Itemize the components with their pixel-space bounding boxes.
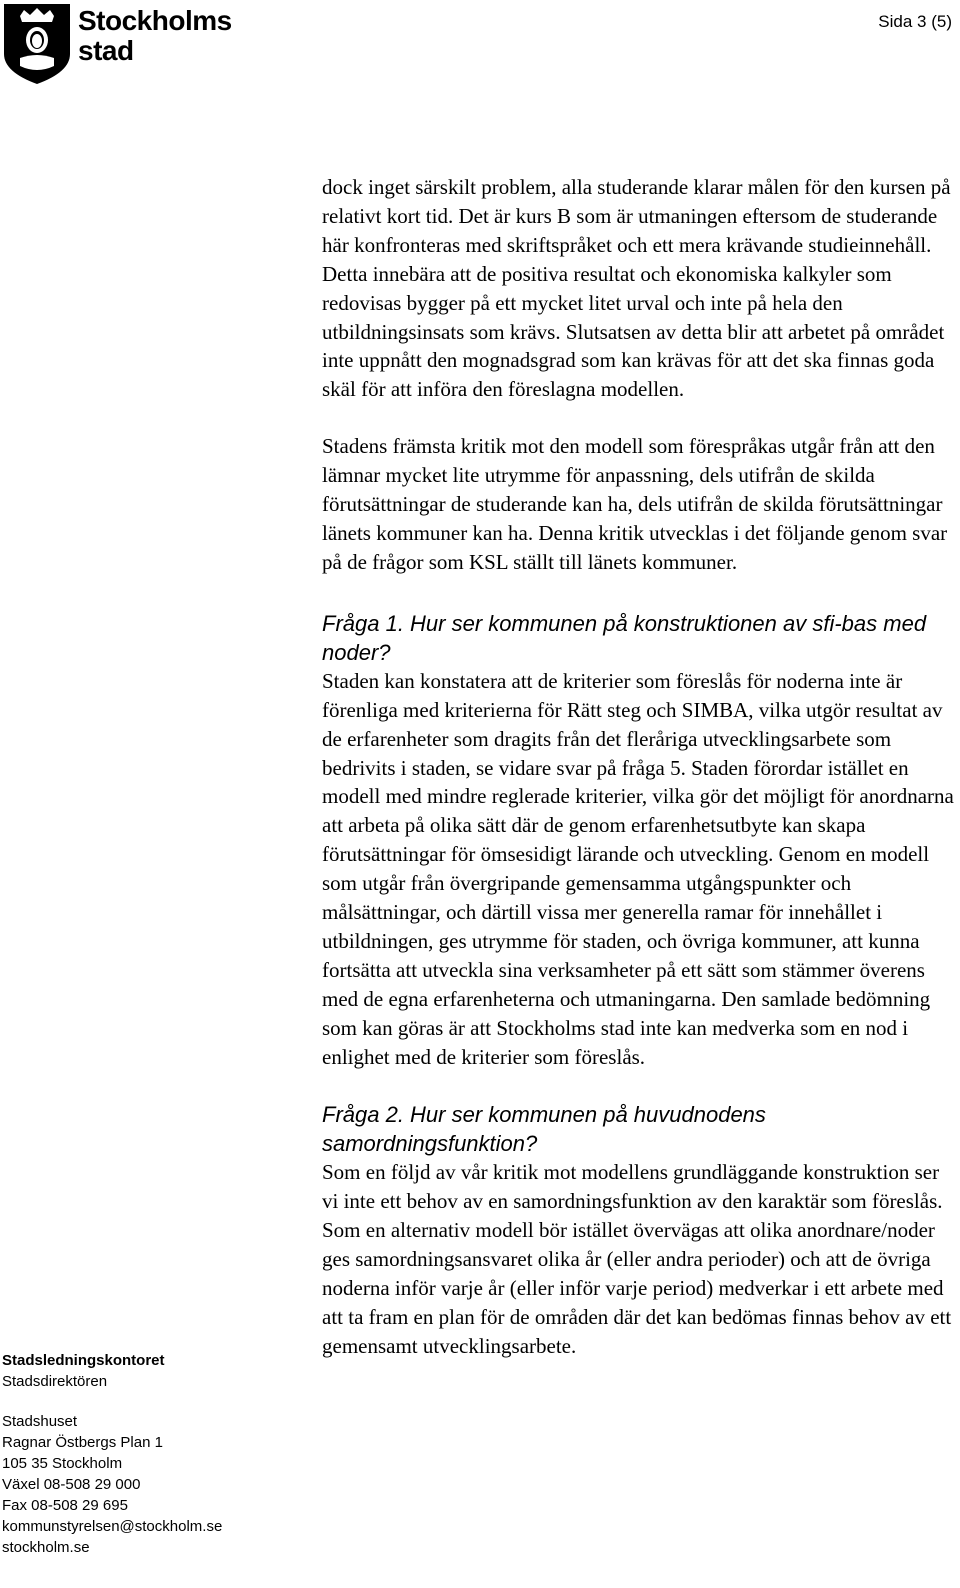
crest-icon	[2, 2, 72, 86]
paragraph-1: dock inget särskilt problem, alla studerande klarar målen för den kursen på relativt kort tid. Det är kurs B som är utmaningen eftersom de studerande här konfronteras med skriftspråket och ett mera krävande studieinnehåll. Detta innebära att de positiva resultat och ekonomiska kalkyler som redovisas bygger på ett mycket litet urval och inte på hela den utbildningsinsats som krävs. Slutsatsen av detta blir att arbetet på området inte uppnått den mognadsgrad som kan krävas för att det ska finnas goda skäl för att införa den föreslagna modellen.	[322, 175, 951, 402]
page-number: Sida 3 (5)	[878, 12, 952, 31]
phone-number: Växel 08-508 29 000	[2, 1476, 141, 1493]
brand-line2: stad	[78, 35, 134, 66]
street-address: Ragnar Östbergs Plan 1	[2, 1434, 163, 1451]
department-name: Stadsdirektören	[2, 1373, 108, 1390]
contact-sidebar	[2, 1350, 302, 1558]
main-content	[322, 173, 956, 1361]
question-2-heading: Fråga 2. Hur ser kommunen på huvudnodens samordningsfunktion?	[322, 1102, 766, 1157]
answer-1: Staden kan konstatera att de kriterier som föreslås för noderna inte är förenliga med kriterierna för Rätt steg och SIMBA, vilka utgör resultat av de erfarenheter som dragits från det fleråriga utvecklingsarbete som bedrivits i staden, se vidare svar på fråga 5. Staden förordar istället en modell med mindre reglerade kriterier, vilka gör det möjligt för anordnarna att arbeta på olika sätt där de genom erfarenhetsutbyte kan skapa förutsättningar för ömsesidigt lärande och utveckling. Genom en modell som utgår från övergripande gemensamma utgångspunkter och målsättningar, och därtill vissa mer generella ramar för innehållet i utbildningen, ges utrymme för staden, och övriga kommuner, att kunna fortsätta att utveckla sina verksamheter på ett sätt som stämmer överens med de egna erfarenheterna och utmaningarna. Den samlade bedömning som kan göras är att Stockholms stad inte kan medverka som en nod i enlighet med de kriterier som föreslås.	[322, 668, 954, 1069]
fax-number: Fax 08-508 29 695	[2, 1497, 128, 1514]
office-name: Stadsledningskontoret	[2, 1352, 165, 1369]
postal-address: 105 35 Stockholm	[2, 1455, 123, 1472]
answer-2: Som en följd av vår kritik mot modellens grundläggande konstruktion ser vi inte ett behov av en samordningsfunktion av den karaktär som föreslås. Som en alternativ modell bör istället övervägas att olika anordnare/noder ges samordningsansvaret olika år (eller andra perioder) och att de övriga noderna inför varje år (eller inför varje period) medverkar i ett arbete med att ta fram en plan för de områden där det kan bedömas finnas behov av ett gemensamt utvecklingsarbete.	[322, 1160, 952, 1358]
brand-wordmark	[78, 6, 232, 66]
email-address: kommunstyrelsen@stockholm.se	[2, 1518, 223, 1535]
brand-line1: Stockholms	[78, 5, 232, 36]
website: stockholm.se	[2, 1539, 90, 1556]
building-name: Stadshuset	[2, 1413, 78, 1430]
question-1-heading: Fråga 1. Hur ser kommunen på konstruktionen av sfi-bas med noder?	[322, 610, 927, 665]
logo	[2, 2, 242, 86]
paragraph-2: Stadens främsta kritik mot den modell som förespråkas utgår från att den lämnar mycket lite utrymme för anpassning, dels utifrån de skilda förutsättningar de studerande kan ha, dels utifrån de skilda förutsättningar länets kommuner kan ha. Denna kritik utvecklas i det följande genom svar på de frågor som KSL ställt till länets kommuner.	[322, 434, 948, 574]
